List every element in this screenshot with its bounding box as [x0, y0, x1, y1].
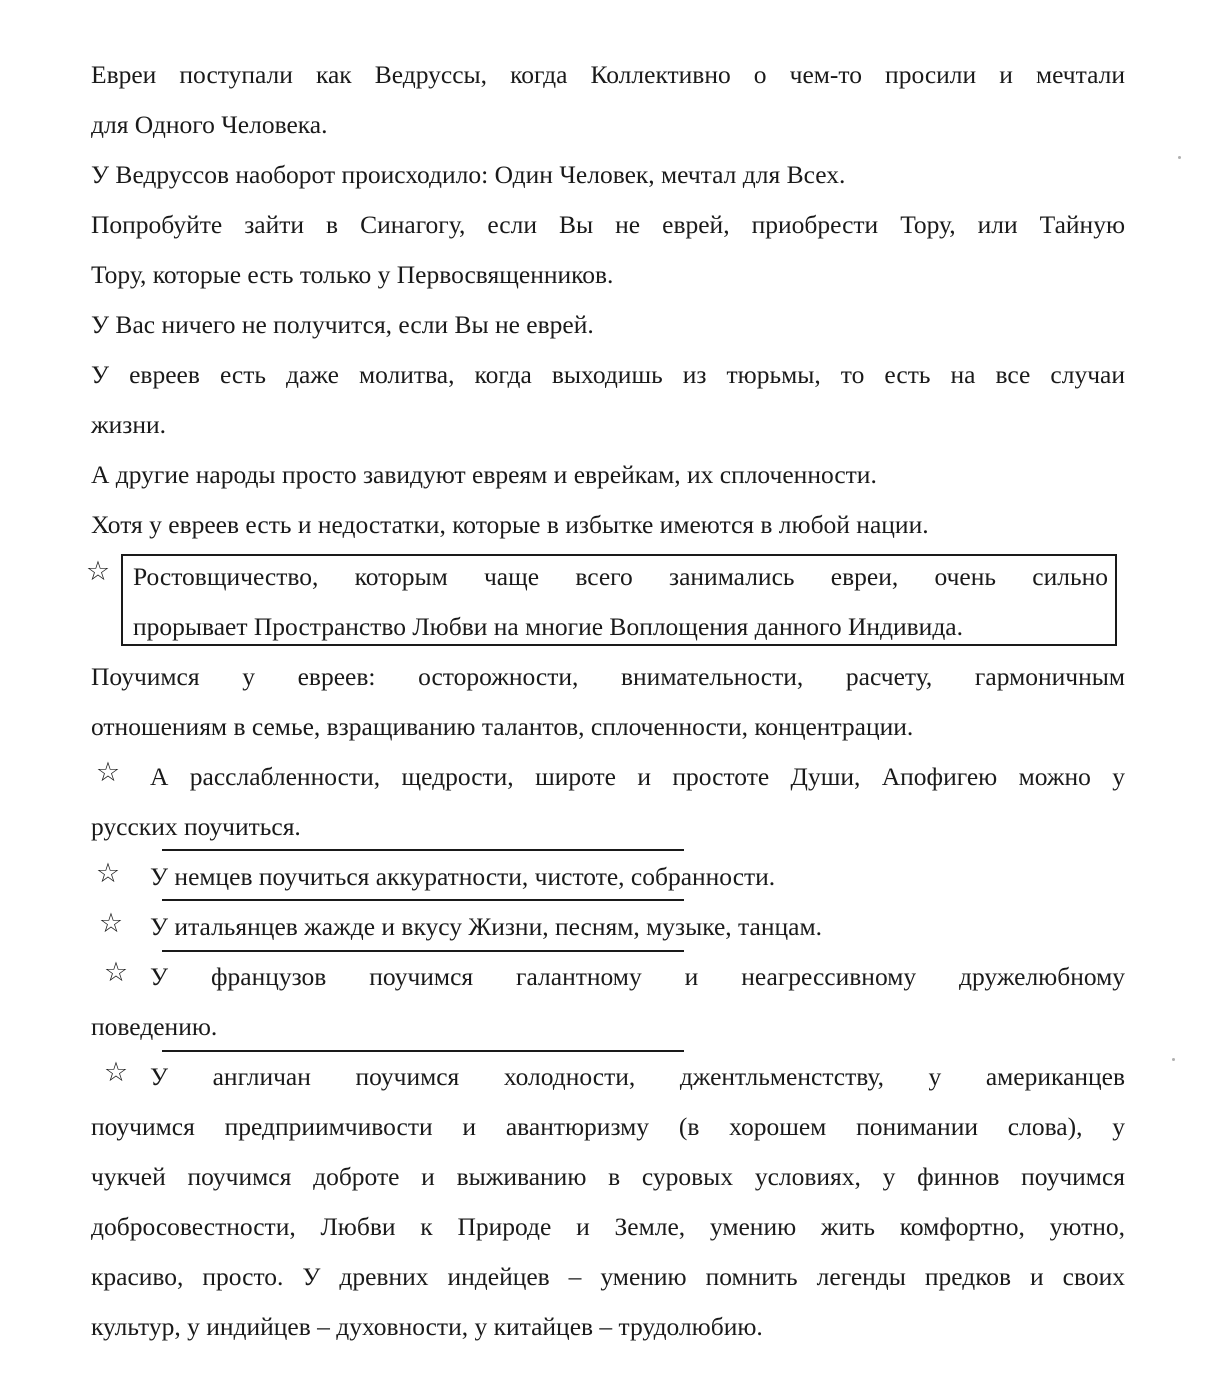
text-line: жизни.: [91, 410, 167, 439]
separator-line: [162, 899, 684, 901]
star-item-line: У итальянцев жажде и вкусу Жизни, песням, музыке, танцам.: [150, 912, 822, 941]
star-item-line: русских поучиться.: [91, 812, 301, 841]
separator-line: [162, 849, 684, 851]
text-line: У Ведруссов наоборот происходило: Один Человек, мечтал для Всех.: [91, 160, 846, 189]
star-item-line: поучимся предприимчивости и авантюризму (в хорошем понимании слова), у: [91, 1112, 1125, 1141]
scan-speck: [1172, 1058, 1175, 1061]
boxed-note-line: прорывает Пространство Любви на многие Воплощения данного Индивида.: [133, 612, 963, 641]
separator-line: [162, 1050, 684, 1052]
text-line: А другие народы просто завидуют евреям и еврейкам, их сплоченности.: [91, 460, 877, 489]
text-line: У евреев есть даже молитва, когда выходишь из тюрьмы, то есть на все случаи: [91, 360, 1125, 389]
star-icon: ☆: [85, 556, 111, 587]
separator-line: [162, 950, 684, 952]
star-icon: ☆: [98, 908, 124, 939]
text-line: Поучимся у евреев: осторожности, внимательности, расчету, гармоничным: [91, 662, 1125, 691]
text-line: Тору, которые есть только у Первосвященников.: [91, 260, 614, 289]
star-item-line: У французов поучимся галантному и неагрессивному дружелюбному: [150, 962, 1125, 991]
text-line: У Вас ничего не получится, если Вы не еврей.: [91, 310, 594, 339]
star-item-line: добросовестности, Любви к Природе и Земле, умению жить комфортно, уютно,: [91, 1212, 1125, 1241]
star-item-line: культур, у индийцев – духовности, у китайцев – трудолюбию.: [91, 1312, 763, 1341]
star-item-line: А расслабленности, щедрости, широте и простоте Души, Апофигею можно у: [150, 762, 1125, 791]
star-item-line: чукчей поучимся доброте и выживанию в суровых условиях, у финнов поучимся: [91, 1162, 1125, 1191]
star-icon: ☆: [103, 957, 129, 988]
star-item-line: У немцев поучиться аккуратности, чистоте, собранности.: [150, 862, 776, 891]
star-item-line: красиво, просто. У древних индейцев – умению помнить легенды предков и своих: [91, 1262, 1125, 1291]
boxed-note-line: Ростовщичество, которым чаще всего занимались евреи, очень сильно: [133, 562, 1108, 591]
star-item-line: поведению.: [91, 1012, 218, 1041]
text-line: Попробуйте зайти в Синагогу, если Вы не еврей, приобрести Тору, или Тайную: [91, 210, 1125, 239]
text-line: Евреи поступали как Ведруссы, когда Коллективно о чем-то просили и мечтали: [91, 60, 1125, 89]
text-line: отношениям в семье, взращиванию талантов, сплоченности, концентрации.: [91, 712, 914, 741]
scan-speck: [1178, 156, 1181, 159]
star-item-line: У англичан поучимся холодности, джентльменстству, у американцев: [150, 1062, 1125, 1091]
text-line: для Одного Человека.: [91, 110, 328, 139]
star-icon: ☆: [103, 1057, 129, 1088]
star-icon: ☆: [95, 757, 121, 788]
text-line: Хотя у евреев есть и недостатки, которые в избытке имеются в любой нации.: [91, 510, 929, 539]
star-icon: ☆: [95, 858, 121, 889]
